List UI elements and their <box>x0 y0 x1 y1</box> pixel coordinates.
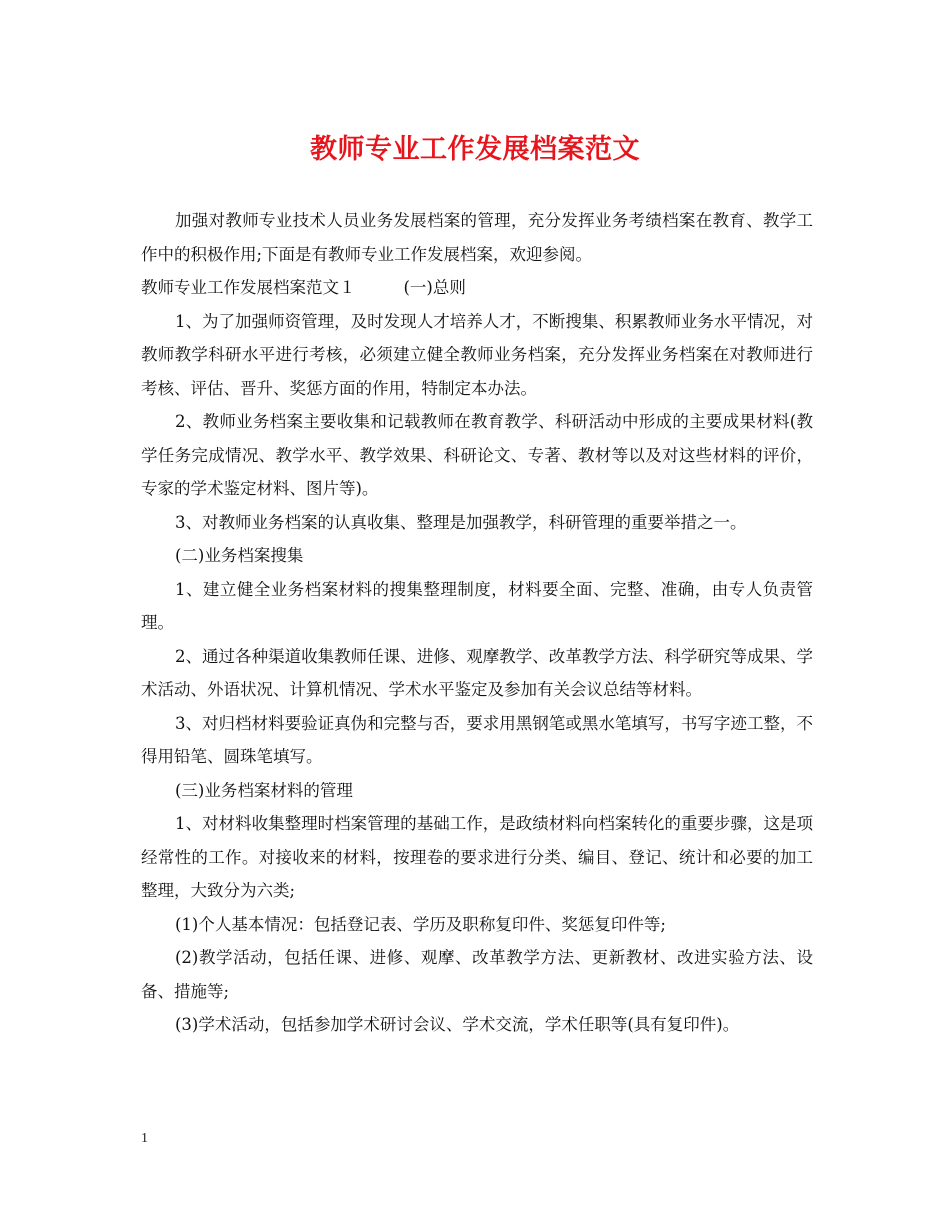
section3-item-2: (1)个人基本情况：包括登记表、学历及职称复印件、奖惩复印件等; <box>175 914 666 934</box>
document-title: 教师专业工作发展档案范文 <box>310 134 640 165</box>
page-number: 1 <box>141 1131 148 1146</box>
section2-item-2: 2、通过各种渠道收集教师任课、进修、观摩教学、改革教学方法、科学研究等成果、学术活动、外语状况、计算机情况、学术水平鉴定及参加有关会议总结等材料。 <box>141 646 813 699</box>
section1-item-3: 3、对教师业务档案的认真收集、整理是加强教学，科研管理的重要举措之一。 <box>175 512 747 532</box>
section-heading-3: (三)业务档案材料的管理 <box>175 780 353 800</box>
section-heading-2: (二)业务档案搜集 <box>175 546 304 565</box>
document-body <box>141 204 813 1042</box>
section2-item-1: 1、建立健全业务档案材料的搜集整理制度，材料要全面、完整、准确，由专人负责管理。 <box>141 579 813 632</box>
section1-item-2: 2、教师业务档案主要收集和记载教师在教育教学、科研活动中形成的主要成果材料(教学任务完成情况、教学水平、教学效果、科研论文、专著、教材等以及对这些材料的评价，专家的学术鉴定材料、图片等)。 <box>141 412 813 498</box>
section3-item-1: 1、对材料收集整理时档案管理的基础工作，是政绩材料向档案转化的重要步骤，这是项经常性的工作。对接收来的材料，按理卷的要求进行分类、编目、登记、统计和必要的加工整理，大致分为六类; <box>141 814 813 900</box>
section3-item-4: (3)学术活动，包括参加学术研讨会议、学术交流，学术任职等(具有复印件)。 <box>175 1015 740 1034</box>
section2-item-3: 3、对归档材料要验证真伪和完整与否，要求用黑钢笔或黑水笔填写，书写字迹工整，不得用铅笔、圆珠笔填写。 <box>141 713 813 766</box>
section3-item-3: (2)教学活动，包括任课、进修、观摩、改革教学方法、更新教材、改进实验方法、设备、措施等; <box>141 948 813 1001</box>
section1-item-1: 1、为了加强师资管理，及时发现人才培养人才，不断搜集、积累教师业务水平情况，对教师教学科研水平进行考核，必须建立健全教师业务档案，充分发挥业务档案在对教师进行考核、评估、晋升、奖惩方面的作用，特制定本办法。 <box>141 311 813 398</box>
sample-heading-line <box>141 271 813 305</box>
section-heading-1: (一)总则 <box>403 278 466 297</box>
intro-paragraph: 加强对教师专业技术人员业务发展档案的管理，充分发挥业务考绩档案在教育、教学工作中的积极作用;下面是有教师专业工作发展档案，欢迎参阅。 <box>141 211 813 264</box>
sample-heading: 教师专业工作发展档案范文１ <box>141 278 356 297</box>
